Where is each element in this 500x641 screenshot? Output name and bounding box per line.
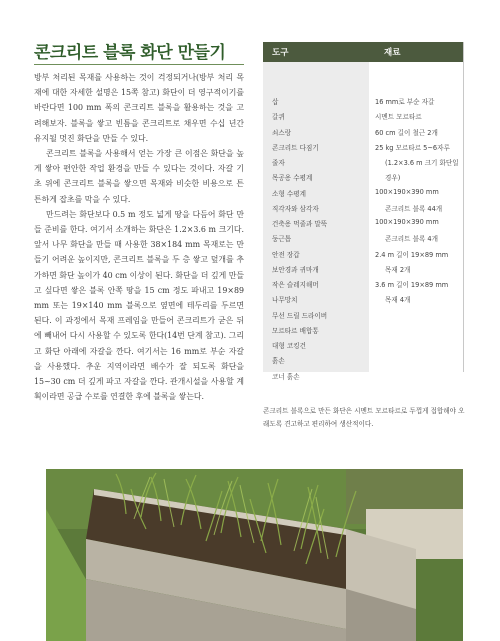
material-item: 100×190×390 mm [375,218,439,226]
material-item: 목재 4개 [385,296,411,305]
paragraph-1: 방부 처리된 목재를 사용하는 것이 걱정되거나(방부 처리 목재에 대한 자세한 설명은 15쪽 참고) 화단이 더 영구적이기를 바란다면 100 mm 폭의 콘크리트 블록을 활용하는 것을 고려해보자. 블록을 쌓고 빈틈을 콘크리트로 채우면 수십 년간 유지될 멋진 화단을 만들 수 있다. [34,73,244,143]
table-header [263,42,463,62]
page-title: 콘크리트 블록 화단 만들기 [34,43,226,63]
tool-item: 갈퀴 [272,113,285,122]
tool-item: 나무망치 [272,296,298,305]
title-underline [34,64,244,65]
tools-column [263,62,369,381]
paragraph-2: 콘크리트 블록을 사용해서 얻는 가장 큰 이점은 화단을 높게 쌓아 편안한 작업 환경을 만들 수 있다는 것이다. 자갈 기초 위에 콘크리트 블록을 쌓으면 목재와 비슷한 비용으로 튼튼하게 잡초를 막을 수 있다. [34,149,244,204]
tool-item: 작은 슬레지해머 [272,281,319,289]
tools-header: 도구 [272,48,289,58]
body-text [34,70,244,404]
photo-caption: 콘크리트 블록으로 만든 화단은 시멘트 모르타르로 두껍게 접합해야 오래도록 견고하고 편리하여 생산적이다. [263,407,465,428]
tool-item: 목공용 수평계 [272,174,313,183]
material-item: 16 mm로 부순 자갈 [375,98,435,106]
material-item: 2.4 m 길이 19×89 mm [375,250,449,259]
material-item: 시멘트 모르타르 [375,113,422,122]
tool-item: 삽 [272,98,279,106]
tool-item: 모르타르 배합통 [272,326,319,335]
material-item: 100×190×390 mm [375,187,439,196]
material-item: 3.6 m 길이 19×89 mm [375,281,449,289]
tool-item: 대형 코킹건 [272,342,306,350]
material-item: (1.2×3.6 m 크기 화단일 [385,159,459,167]
tool-item: 소형 수평계 [272,189,306,198]
material-item: 콘크리트 블록 44개 [385,204,443,213]
tools-materials-table [263,42,464,381]
tool-item: 코너 흙손 [272,372,300,381]
materials-column [369,62,463,372]
tool-item: 직각자와 삼각자 [272,204,319,213]
tool-item: 줄자 [272,159,285,167]
tool-item: 흙손 [272,357,285,366]
tool-item: 둥근톱 [272,235,292,244]
materials-header: 재료 [384,48,401,58]
tool-item: 안전 장갑 [272,250,300,259]
material-item: 콘크리트 블록 4개 [385,235,438,244]
raised-bed-photo [46,469,463,641]
tool-item: 보안경과 귀마개 [272,265,319,274]
tool-item: 쇠스랑 [272,128,292,137]
tool-item: 콘크리트 다짐기 [272,143,319,152]
tool-item: 건축용 먹줄과 말뚝 [272,220,328,228]
material-item: 목재 2개 [385,265,411,274]
paragraph-3: 만드려는 화단보다 0.5 m 정도 넓게 땅을 다듬어 화단 만들 준비를 한다. 여기서 소개하는 화단은 1.2×3.6 m 크기다. 앞서 나무 화단을 만들 때 사용한 38×184 mm 목재로는 만들기 어려운 높이지만, 콘크리트 블록을 두 층 쌓고 덮개를 추가하면 화단 높이가 40 cm 이상이 된다. 화단을 더 깊게 만들고 싶다면 쌓은 블록 안쪽 땅을 15 cm 정도 파내고 19×89 mm 또는 19×140 mm 블록으로 옆면에 테두리를 두르면 된다. 이 과정에서 목재 프레임을 만들어 콘크리트가 굳은 뒤에 빼내어 다시 사용할 수 있도록 한다(14번 단계 참고). 그리고 화단 아래에 자갈을 깐다. 여기서는 16 mm로 부순 자갈을 사용했다. 추운 지역이라면 배수가 잘 되도록 화단을 15~30 cm 더 깊게 파고 자갈을 깐다. 관개시설을 사용할 계획이라면 공급 수로를 연결한 후에 블록을 쌓는다. [34,209,244,402]
tool-item: 무선 드릴 드라이버 [272,311,328,320]
material-item: 경우) [385,174,401,183]
material-item: 25 kg 모르타르 5~6자루 [375,143,450,152]
material-item: 60 cm 길이 철근 2개 [375,128,438,137]
